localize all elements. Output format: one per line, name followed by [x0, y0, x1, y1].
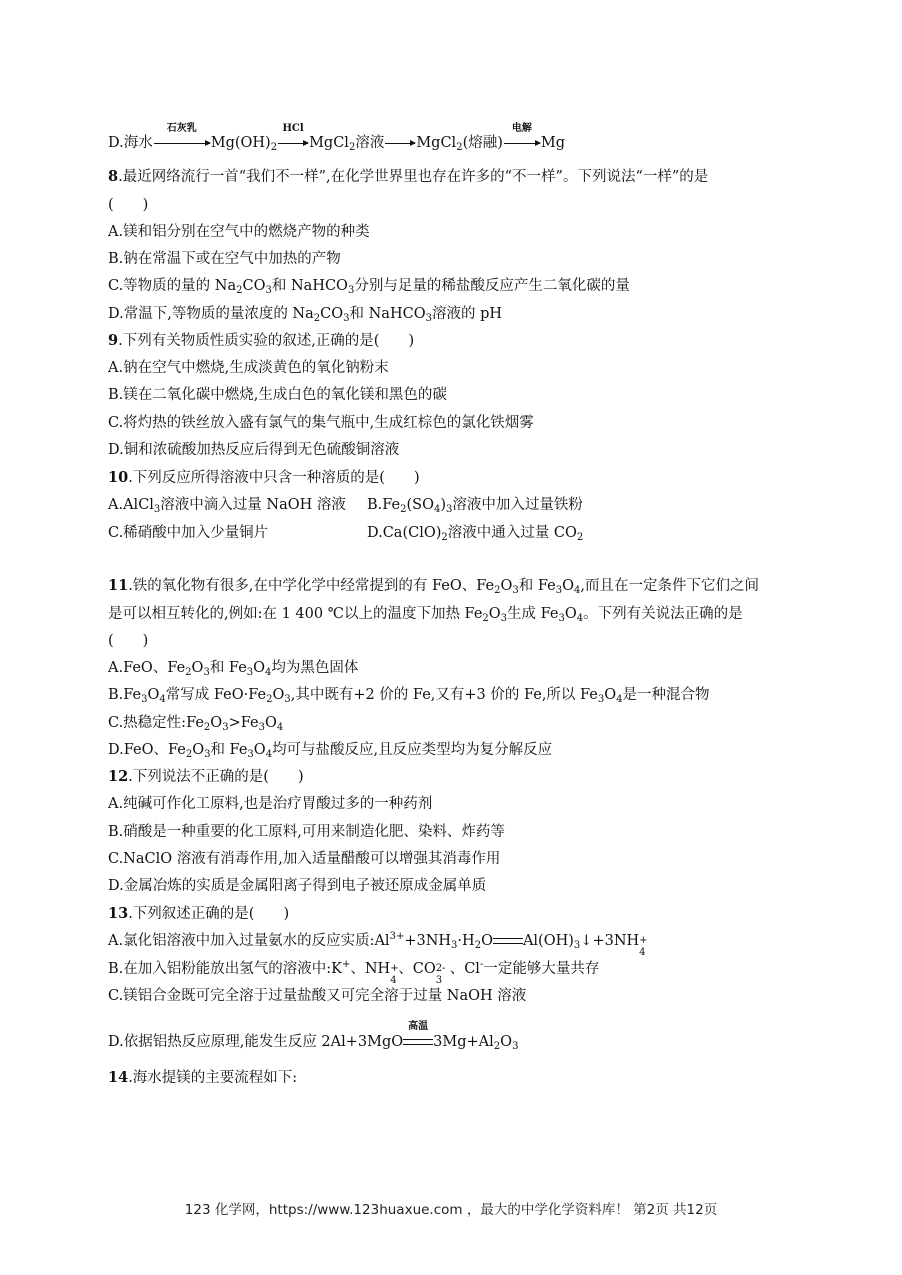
- q11-b-6: O: [604, 687, 617, 703]
- q13-a-3: ·H: [457, 933, 475, 949]
- q11-c-2: O: [210, 715, 223, 731]
- q9-option-a: [108, 358, 389, 378]
- sub-3: 3: [451, 940, 458, 951]
- q11-c-3: >Fe: [228, 715, 259, 731]
- q11-l1a: .铁的氧化物有很多,在中学化学中经常提到的有 FeO、Fe: [128, 578, 495, 594]
- q7-p2-post: 溶液: [355, 135, 385, 151]
- sub-3: 3: [247, 749, 254, 760]
- q9-number: 9: [108, 332, 119, 349]
- q11-number: 11: [108, 577, 129, 594]
- q11-option-b: [108, 685, 710, 705]
- q9-option-b: [108, 385, 447, 405]
- q9-a-text: A.钠在空气中燃烧,生成淡黄色的氧化钠粉末: [108, 360, 389, 376]
- q11-l1b: O: [500, 578, 513, 594]
- arrow-4-label: 电解: [511, 123, 532, 134]
- sub-4: 4: [433, 504, 441, 515]
- sub-3: 3: [222, 722, 229, 733]
- q10-b-4: 溶液中加入过量铁粉: [452, 497, 583, 513]
- q11-c-1: C.热稳定性:Fe: [108, 715, 204, 731]
- q11-l2c: 生成 Fe: [507, 606, 559, 622]
- q9-c-text: C.将灼热的铁丝放入盛有氯气的集气瓶中,生成红棕色的氯化铁烟雾: [108, 415, 534, 431]
- q11-a-1: A.FeO、Fe: [108, 660, 186, 676]
- q12-a-text: A.纯碱可作化工原料,也是治疗胃酸过多的一种药剂: [108, 796, 433, 812]
- q11-b-2: O: [147, 687, 160, 703]
- q9-option-d: [108, 440, 399, 460]
- q13-b-2: 、NH: [350, 961, 391, 977]
- q11-l1d: O: [562, 578, 574, 594]
- sub-2: 2: [313, 313, 321, 324]
- q11-d-1: D.FeO、Fe: [108, 742, 186, 758]
- q8-option-c: [108, 276, 630, 296]
- sub-3: 3: [573, 940, 581, 951]
- q11-a-2: O: [191, 660, 204, 676]
- q10-b-3: ): [440, 497, 447, 513]
- q7-p1-sub: 2: [270, 142, 278, 153]
- sub-3: 3: [203, 667, 210, 678]
- q10-option-c: [108, 523, 268, 543]
- sub-2: 2: [203, 722, 211, 733]
- q7-p3-sub: 2: [456, 142, 463, 153]
- sub-2: 2: [474, 940, 482, 951]
- sub-4: 4: [616, 694, 623, 705]
- q8-paren-text: ( ): [108, 197, 149, 213]
- q10-option-a: [108, 495, 346, 515]
- sub-3: 3: [265, 285, 272, 296]
- q10-c-text: C.稀硝酸中加入少量铜片: [108, 525, 269, 541]
- sub-2: 2: [266, 694, 273, 705]
- q13-d-3: O: [500, 1034, 513, 1050]
- q8-d-4: 溶液的 pH: [431, 306, 503, 322]
- q8-c-1: C.等物质的量的 Na: [108, 278, 237, 294]
- arrow-3: [385, 133, 415, 153]
- q13-d-2: 3Mg+Al: [433, 1034, 494, 1050]
- q13-option-b: B.在加入铝粉能放出氢气的溶液中:K+、NH + 4 、CO 2- 3 、Cl-一定能够大量共存: [108, 959, 600, 986]
- q7-d-text: D.海水: [108, 135, 153, 151]
- q10-d-1: D.Ca(ClO): [367, 525, 442, 541]
- sub-4: 4: [573, 585, 581, 596]
- sub-2: 2: [576, 532, 584, 543]
- q12-stem-text: .下列说法不正确的是( ): [128, 769, 304, 785]
- q7-p1: Mg(OH): [210, 135, 271, 151]
- q7-option-d: [108, 123, 566, 153]
- q12-option-d: [108, 876, 486, 896]
- q8-c-4: 分别与足量的稀盐酸反应产生二氧化碳的量: [354, 278, 630, 294]
- q8-d-2: CO: [320, 306, 344, 322]
- page-footer: 123 化学网，https://www.123huaxue.com ，最大的中学化学资料库！ 第2页 共12页: [184, 1202, 718, 1218]
- q11-option-a: [108, 658, 358, 678]
- arrow-1-label: 石灰乳: [166, 123, 197, 134]
- arrow-2-label: HCl: [282, 123, 304, 134]
- heat-label: 高温: [408, 1021, 429, 1032]
- q13-a-4: O: [481, 933, 493, 949]
- sub-3: 3: [141, 694, 148, 705]
- sup: +: [341, 959, 351, 970]
- q13-a-5: Al(OH): [522, 933, 574, 949]
- q10-number: 10: [108, 469, 129, 486]
- sup-3: 3+: [389, 931, 405, 942]
- sub-2: 2: [185, 667, 192, 678]
- sub-3: 3: [558, 613, 565, 624]
- q8-c-3: 和 NaHCO: [271, 278, 348, 294]
- q8-b-text: B.钠在常温下或在空气中加热的产物: [108, 251, 341, 267]
- q10-a-1: A.AlCl: [108, 497, 154, 513]
- q11-l2a: 是可以相互转化的,例如:在 1 400 ℃以上的温度下加热 Fe: [108, 606, 483, 622]
- q13-d-1: D.依据铝热反应原理,能发生反应 2Al+3MgO: [108, 1034, 404, 1050]
- q11-paren: [108, 631, 148, 651]
- sub-2: 2: [185, 749, 193, 760]
- q8-stem-text: .最近网络流行一首“我们不一样”,在化学世界里也存在许多的“不一样”。下列说法“一样”的是: [118, 169, 709, 185]
- q12-stem: [108, 767, 304, 787]
- q12-d-text: D.金属冶炼的实质是金属阳离子得到电子被还原成金属单质: [108, 878, 487, 894]
- q11-d-3: 和 Fe: [210, 742, 248, 758]
- q11-b-7: 是一种混合物: [622, 687, 710, 703]
- q8-a-text: A.镁和铝分别在空气中的燃烧产物的种类: [108, 224, 370, 240]
- q10-b-1: B.Fe: [367, 497, 401, 513]
- q11-l2b: O: [488, 606, 501, 622]
- q12-option-a: [108, 794, 432, 814]
- q12-b-text: B.硝酸是一种重要的化工原料,可用来制造化肥、染料、炸药等: [108, 824, 505, 840]
- q9-stem: [108, 331, 414, 351]
- q10-stem-text: .下列反应所得溶液中只含一种溶质的是( ): [128, 470, 420, 486]
- sub-2: 2: [441, 532, 448, 543]
- q13-b-3: 、CO: [398, 961, 436, 977]
- sub-4: 4: [265, 749, 273, 760]
- q11-stem-line1: [108, 576, 759, 596]
- arrow-4: [504, 123, 540, 153]
- q7-p2-sub: 2: [348, 142, 356, 153]
- q11-a-5: 均为黑色固体: [271, 660, 359, 676]
- sup: -: [479, 959, 484, 970]
- q12-c-text: C.NaClO 溶液有消毒作用,加入适量醋酸可以增强其消毒作用: [108, 851, 501, 867]
- q7-p2: MgCl: [309, 135, 349, 151]
- q10-d-2: 溶液中通入过量 CO: [447, 525, 577, 541]
- q11-b-1: B.Fe: [108, 687, 142, 703]
- sub-2: 2: [400, 504, 407, 515]
- sub-3: 3: [512, 585, 519, 596]
- sub-3: 3: [246, 667, 254, 678]
- q8-option-a: [108, 222, 370, 242]
- q11-d-4: O: [253, 742, 266, 758]
- q11-stem-line2: [108, 604, 743, 624]
- q13-stem-text: .下列叙述正确的是( ): [128, 906, 290, 922]
- q7-p3-post: (熔融): [462, 135, 503, 151]
- q13-b-4: 、Cl: [449, 961, 480, 977]
- equals-sign: [493, 931, 523, 951]
- q13-c-text: C.镁铝合金既可完全溶于过量盐酸又可完全溶于过量 NaOH 溶液: [108, 988, 527, 1004]
- q9-b-text: B.镁在二氧化碳中燃烧,生成白色的氧化镁和黑色的碳: [108, 387, 447, 403]
- q8-option-b: [108, 249, 341, 269]
- sub-3: 3: [425, 313, 432, 324]
- sub-4: 4: [265, 667, 272, 678]
- q8-c-2: CO: [242, 278, 266, 294]
- sub-2: 2: [482, 613, 489, 624]
- sub-3: 3: [500, 613, 508, 624]
- q13-option-d: [108, 1021, 519, 1052]
- q10-b-2: (SO: [406, 497, 434, 513]
- q8-option-d: [108, 304, 502, 324]
- q11-l2d: O: [564, 606, 577, 622]
- q13-option-c: [108, 986, 526, 1006]
- sub-3: 3: [512, 1041, 519, 1052]
- q13-a-2: +3NH: [404, 933, 452, 949]
- q13-b-1: B.在加入铝粉能放出氢气的溶液中:K: [108, 961, 342, 977]
- q10-stem: [108, 468, 420, 488]
- sub-2: 2: [493, 1041, 501, 1052]
- arrow-1: [154, 123, 210, 153]
- sub-2: 2: [236, 285, 243, 296]
- q11-option-d: [108, 740, 552, 760]
- q7-p4: Mg: [540, 135, 566, 151]
- q9-d-text: D.铜和浓硫酸加热反应后得到无色硫酸铜溶液: [108, 442, 400, 458]
- sub-3: 3: [284, 694, 291, 705]
- sub-3: 3: [597, 694, 605, 705]
- q13-option-a: A.氯化铝溶液中加入过量氨水的反应实质$:Al^{3+}+3NH_3\cdot H_2O$ $Al(OH)_3↓+3NH$ + 4: [108, 931, 648, 958]
- q8-paren: [108, 195, 148, 215]
- q8-d-1: D.常温下,等物质的量浓度的 Na: [108, 306, 314, 322]
- q11-l2e: 。下列有关说法正确的是: [583, 606, 743, 622]
- q13-b-5: 一定能够大量共存: [483, 961, 600, 977]
- q11-l1e: ,而且在一定条件下它们之间: [580, 578, 759, 594]
- q9-option-c: [108, 413, 534, 433]
- q10-option-d: [367, 523, 583, 543]
- q11-c-4: O: [264, 715, 277, 731]
- q7-p3: MgCl: [416, 135, 457, 151]
- sub-3: 3: [555, 585, 563, 596]
- equals-sign-heat: [403, 1021, 433, 1052]
- sub-4: 4: [576, 613, 584, 624]
- q13-number: 13: [108, 905, 129, 922]
- q14-stem: [108, 1068, 297, 1088]
- sub-3: 3: [258, 722, 265, 733]
- q8-stem: [108, 167, 708, 187]
- sub-2: 2: [494, 585, 501, 596]
- q11-option-c: [108, 713, 283, 733]
- q8-number: 8: [108, 168, 119, 185]
- sub-4: 4: [159, 694, 166, 705]
- q12-option-c: [108, 849, 500, 869]
- q9-stem-text: .下列有关物质性质实验的叙述,正确的是( ): [118, 333, 415, 349]
- q11-a-4: O: [253, 660, 266, 676]
- sub-4: 4: [276, 722, 284, 733]
- q13-a-1: A.氯化铝溶液中加入过量氨水的反应实质:Al: [108, 933, 390, 949]
- q12-number: 12: [108, 768, 129, 785]
- q12-option-b: [108, 822, 505, 842]
- sub-3: 3: [446, 504, 453, 515]
- q11-d-5: 均可与盐酸反应,且反应类型均为复分解反应: [272, 742, 553, 758]
- q11-paren-text: ( ): [108, 633, 149, 649]
- sub-3: 3: [343, 313, 350, 324]
- arrow-2: [278, 123, 308, 153]
- q11-a-3: 和 Fe: [209, 660, 247, 676]
- q8-d-3: 和 NaHCO: [349, 306, 426, 322]
- q14-number: 14: [108, 1069, 129, 1086]
- q11-d-2: O: [192, 742, 205, 758]
- q11-b-5: ,其中既有+2 价的 Fe,又有+3 价的 Fe,所以 Fe: [290, 687, 598, 703]
- sub-3: 3: [204, 749, 211, 760]
- q11-b-3: 常写成 FeO·Fe: [165, 687, 267, 703]
- q10-a-2: 溶液中滴入过量 NaOH 溶液: [160, 497, 346, 513]
- q13-a-6: ↓+3NH: [580, 933, 640, 949]
- q11-l1c: 和 Fe: [518, 578, 556, 594]
- q13-stem: [108, 904, 289, 924]
- sub-3: 3: [347, 285, 355, 296]
- q14-stem-text: .海水提镁的主要流程如下:: [128, 1070, 298, 1086]
- q11-b-4: O: [272, 687, 285, 703]
- sub-3: 3: [153, 504, 161, 515]
- q10-option-b: [367, 495, 583, 515]
